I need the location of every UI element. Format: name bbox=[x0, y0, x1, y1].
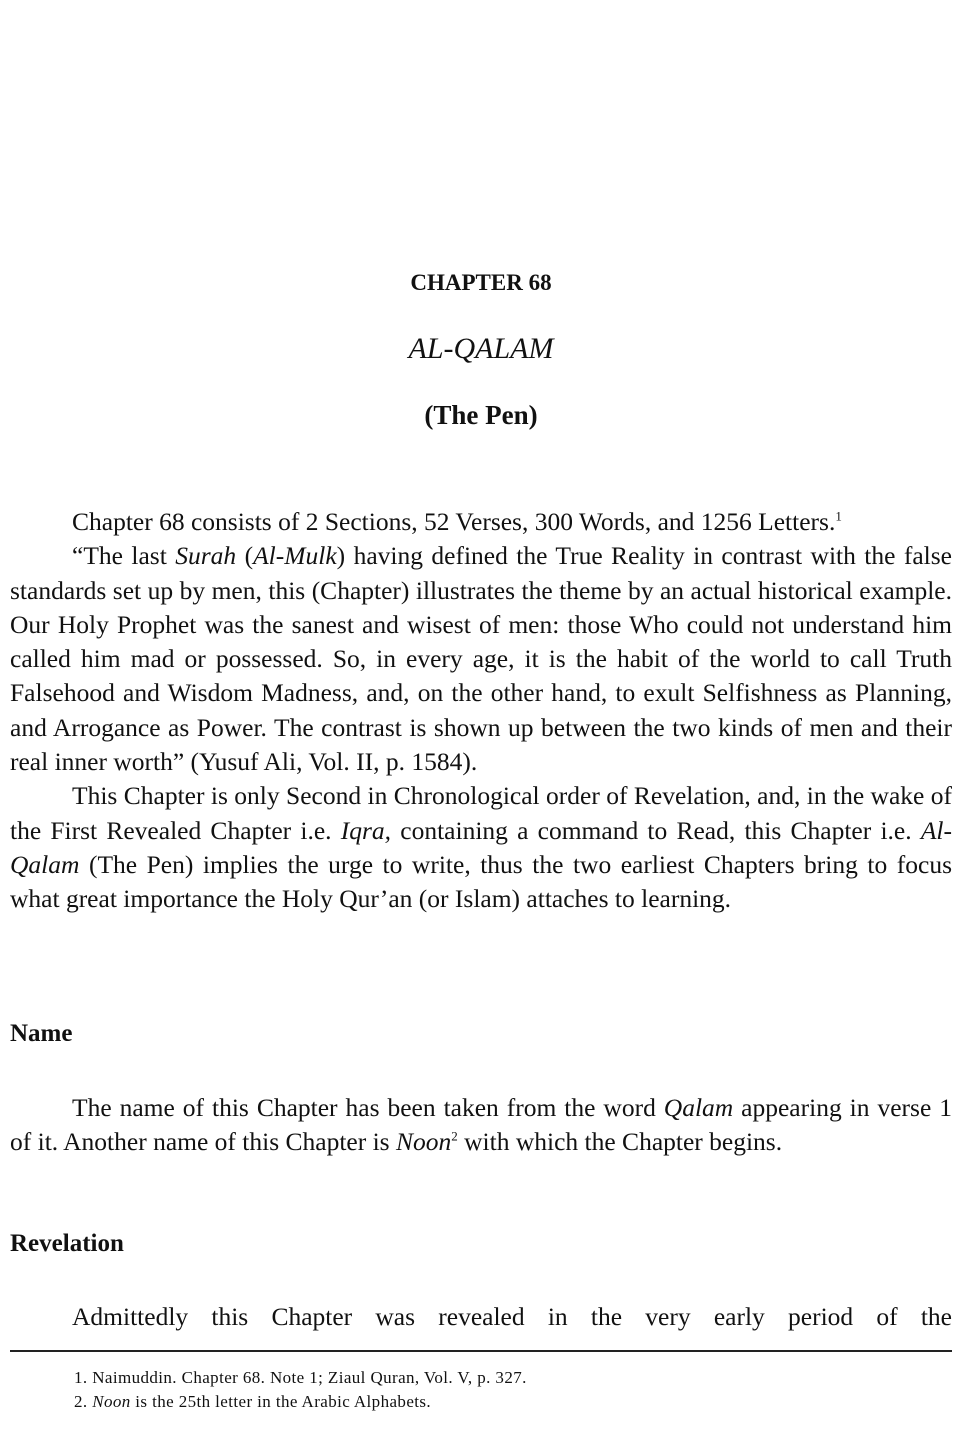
chronology-text: This Chapter is only Second in Chronological order of Revelation, and, in the wake of the First Revealed Chapter i.e. bbox=[10, 781, 952, 845]
name-heading: Name bbox=[10, 1020, 73, 1047]
name-text-c: with which the Chapter begins. bbox=[457, 1127, 783, 1157]
revelation-heading: Revelation bbox=[10, 1230, 124, 1257]
footnote-ref-1: 1 bbox=[835, 508, 842, 524]
intro-paragraph-2 bbox=[10, 539, 952, 779]
term-noon: Noon bbox=[395, 1127, 452, 1157]
term-al-qalam: Al-Qalam bbox=[10, 815, 952, 879]
footnote-2-number: 2. bbox=[74, 1392, 93, 1411]
footnote-1: 1. Naimuddin. Chapter 68. Note 1; Ziaul Quran, Vol. V, p. 327. bbox=[74, 1368, 527, 1387]
paren-open: ( bbox=[236, 541, 254, 571]
chapter-title: AL-QALAM bbox=[408, 332, 554, 365]
footnote-divider bbox=[10, 1350, 952, 1352]
intro-paragraph-1-text: Chapter 68 consists of 2 Sections, 52 Verses, 300 Words, and 1256 Letters. bbox=[72, 507, 836, 536]
term-surah: Surah bbox=[175, 541, 237, 571]
revelation-section bbox=[10, 1300, 952, 1334]
chapter-subtitle: (The Pen) bbox=[424, 400, 538, 430]
intro-paragraph-1 bbox=[10, 505, 952, 539]
term-iqra: Iqra, bbox=[340, 815, 392, 845]
learning-text: (The Pen) implies the urge to write, thus the two earliest Chapters bring to focus what great importance the Holy Qur’an (or Islam) attaches to learning. bbox=[10, 849, 952, 914]
intro-paragraph-3 bbox=[10, 779, 952, 916]
name-section bbox=[10, 1091, 952, 1160]
intro-section bbox=[10, 505, 952, 917]
name-text-a: The name of this Chapter has been taken from the word bbox=[72, 1093, 664, 1122]
quote-body: ) having defined the True Reality in contrast with the false standards set up by men, this (Chapter) illustrates the theme by an actual historical example. Our Holy Prophet was the sanest and wisest of men: those Who could not understand him called him mad or possessed. So, in every age, it is the habit of the world to call Truth Falsehood and Wisdom Madness, and, on the other hand, to exult Selfishness as Planning, and Arrogance as Power. The contrast is shown up between the two kinds of men and their real inner worth” (Yusuf Ali, Vol. II, p. 1584). bbox=[10, 541, 953, 777]
name-text-b: appearing in verse 1 of it. Another name of this Chapter is bbox=[10, 1093, 952, 1157]
command-text: containing a command to Read, this Chapter i.e. bbox=[391, 815, 921, 845]
footnote-2-text: is the 25th letter in the Arabic Alphabets. bbox=[130, 1392, 432, 1411]
name-paragraph bbox=[10, 1091, 952, 1160]
footnotes bbox=[74, 1366, 527, 1414]
footnote-2-term: Noon bbox=[92, 1392, 131, 1411]
term-al-mulk: Al-Mulk bbox=[253, 541, 337, 571]
chapter-number: CHAPTER 68 bbox=[410, 270, 552, 295]
footnote-2 bbox=[74, 1390, 527, 1414]
revelation-paragraph: Admittedly this Chapter was revealed in the very early period of the bbox=[72, 1302, 952, 1331]
term-qalam: Qalam bbox=[663, 1093, 734, 1122]
quote-open: “The last bbox=[72, 541, 176, 571]
footnote-ref-2: 2 bbox=[451, 1128, 458, 1144]
